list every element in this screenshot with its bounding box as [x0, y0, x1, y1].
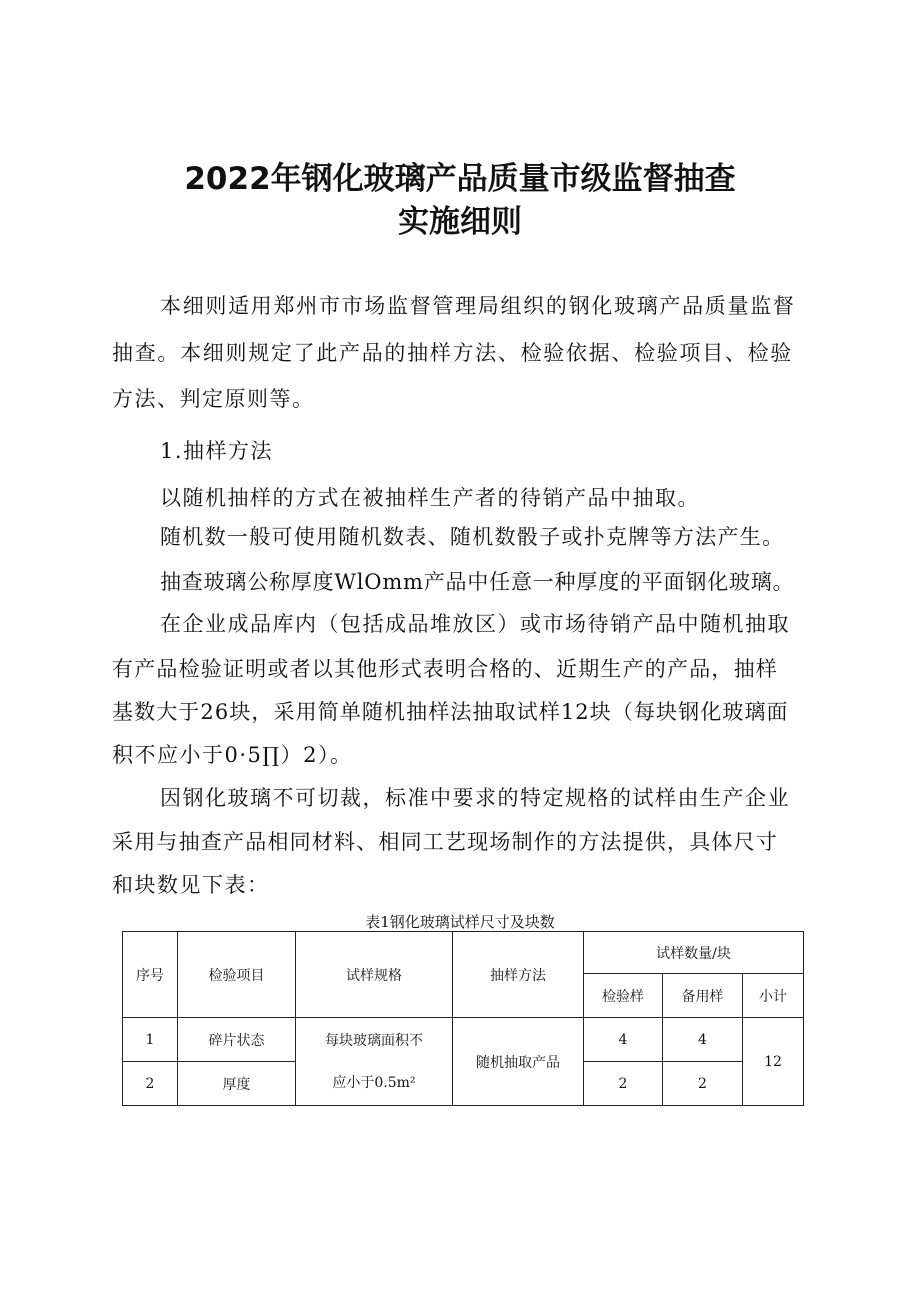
spec-line-1: 每块玻璃面积不	[325, 1032, 423, 1049]
paragraph-thickness: 抽查玻璃公称厚度WlOmm产品中任意一种厚度的平面钢化玻璃。	[160, 570, 795, 594]
paragraph-sampling-line-3: 基数大于26块，采用简单随机抽样法抽取试样12块（每块钢化玻璃面	[112, 700, 789, 724]
spec-line-2: 应小于0.5m²	[332, 1074, 416, 1091]
specimen-table	[122, 931, 804, 1106]
row-2-seq: 2	[123, 1062, 178, 1106]
paragraph-random-numbers: 随机数一般可使用随机数表、随机数骰子或扑克牌等方法产生。	[160, 525, 785, 549]
intro-line-3: 方法、判定原则等。	[112, 387, 315, 411]
document-title-line-2: 实施细则	[398, 204, 522, 240]
header-seq: 序号	[123, 932, 178, 1018]
row-1-test: 4	[584, 1018, 663, 1062]
spec-cell	[296, 1018, 453, 1106]
header-subtotal: 小计	[743, 974, 804, 1018]
table-row	[123, 1018, 804, 1062]
intro-line-1: 本细则适用郑州市市场监督管理局组织的钢化玻璃产品质量监督	[160, 294, 796, 318]
table-header-row	[123, 932, 804, 974]
paragraph-random-sampling: 以随机抽样的方式在被抽样生产者的待销产品中抽取。	[160, 486, 700, 510]
subtotal-cell: 12	[743, 1018, 804, 1106]
intro-line-2: 抽查。本细则规定了此产品的抽样方法、检验依据、检验项目、检验	[112, 341, 793, 365]
paragraph-sampling-line-1: 在企业成品库内（包括成品堆放区）或市场待销产品中随机抽取	[160, 612, 790, 636]
paragraph-specimen-line-1: 因钢化玻璃不可切裁，标准中要求的特定规格的试样由生产企业	[160, 786, 790, 810]
header-spec: 试样规格	[296, 932, 453, 1018]
paragraph-sampling-line-2: 有产品检验证明或者以其他形式表明合格的、近期生产的产品，抽样	[112, 657, 778, 681]
row-1-seq: 1	[123, 1018, 178, 1062]
header-quantity: 试样数量/块	[584, 932, 804, 974]
table-caption: 表1钢化玻璃试样尺寸及块数	[365, 913, 555, 931]
paragraph-specimen-line-3: 和块数见下表：	[112, 873, 270, 897]
section-heading: 1.抽样方法	[160, 439, 274, 463]
header-item: 检验项目	[178, 932, 296, 1018]
row-2-spare: 2	[663, 1062, 743, 1106]
header-test-sample: 检验样	[584, 974, 663, 1018]
paragraph-sampling-line-4: 积不应小于0·5∏）2）。	[112, 743, 353, 767]
header-method: 抽样方法	[453, 932, 584, 1018]
document-title-line-1: 2022年钢化玻璃产品质量市级监督抽查	[184, 161, 736, 197]
method-cell: 随机抽取产品	[453, 1018, 584, 1106]
header-spare-sample: 备用样	[663, 974, 743, 1018]
row-2-item: 厚度	[178, 1062, 296, 1106]
row-1-spare: 4	[663, 1018, 743, 1062]
paragraph-specimen-line-2: 采用与抽查产品相同材料、相同工艺现场制作的方法提供，具体尺寸	[112, 830, 778, 854]
row-2-test: 2	[584, 1062, 663, 1106]
row-1-item: 碎片状态	[178, 1018, 296, 1062]
